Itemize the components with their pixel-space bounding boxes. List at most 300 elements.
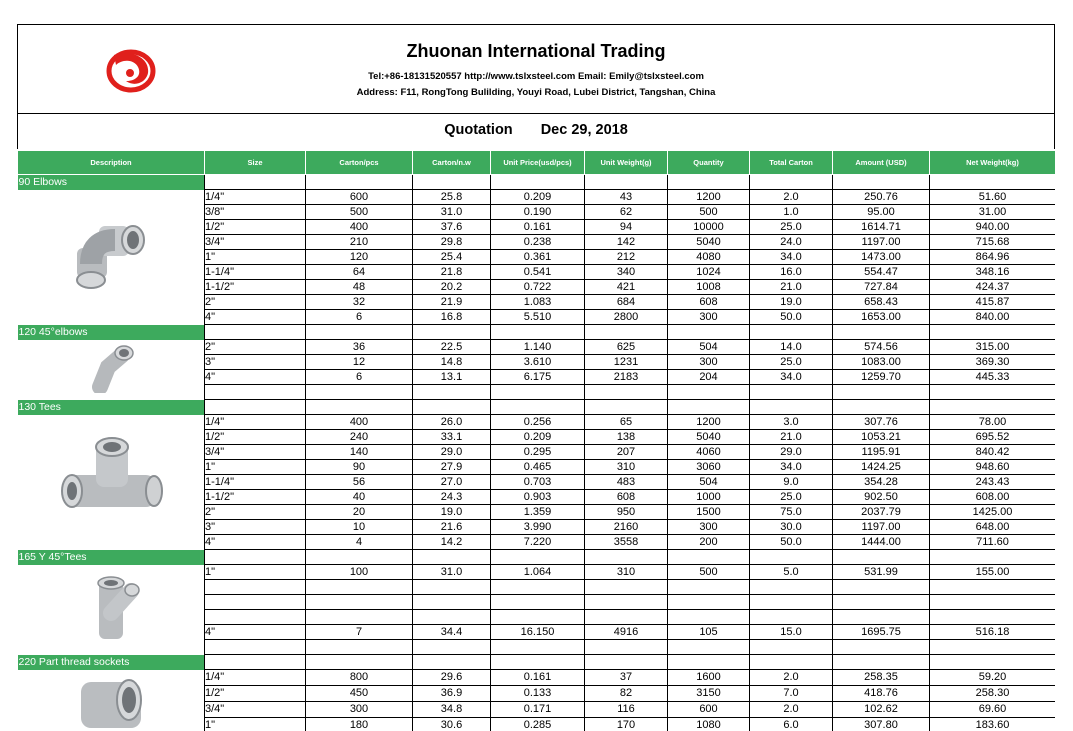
value-cell: 25.0 xyxy=(750,355,833,370)
value-cell: 2.0 xyxy=(750,190,833,205)
value-cell: 212 xyxy=(585,250,668,265)
value-cell: 0.171 xyxy=(491,702,585,718)
value-cell xyxy=(668,610,750,625)
value-cell: 3.990 xyxy=(491,520,585,535)
value-cell: 625 xyxy=(585,340,668,355)
empty-cell xyxy=(306,385,413,400)
column-header: Description xyxy=(18,151,205,175)
value-cell: 315.00 xyxy=(930,340,1056,355)
value-cell: 864.96 xyxy=(930,250,1056,265)
value-cell: 34.0 xyxy=(750,250,833,265)
value-cell: 21.6 xyxy=(413,520,491,535)
value-cell: 102.62 xyxy=(833,702,930,718)
value-cell: 0.541 xyxy=(491,265,585,280)
value-cell: 0.238 xyxy=(491,235,585,250)
value-cell xyxy=(585,595,668,610)
value-cell: 207 xyxy=(585,445,668,460)
empty-cell xyxy=(833,325,930,340)
value-cell: 183.60 xyxy=(930,718,1056,731)
table-header-row xyxy=(18,151,1056,175)
size-cell: 1/2" xyxy=(205,430,306,445)
size-cell: 4" xyxy=(205,535,306,550)
value-cell: 50.0 xyxy=(750,310,833,325)
value-cell: 840.00 xyxy=(930,310,1056,325)
size-cell: 4" xyxy=(205,310,306,325)
value-cell: 0.161 xyxy=(491,670,585,686)
value-cell: 340 xyxy=(585,265,668,280)
value-cell: 37 xyxy=(585,670,668,686)
value-cell: 82 xyxy=(585,686,668,702)
value-cell: 1083.00 xyxy=(833,355,930,370)
size-cell: 1" xyxy=(205,250,306,265)
value-cell: 25.8 xyxy=(413,190,491,205)
value-cell: 648.00 xyxy=(930,520,1056,535)
empty-cell xyxy=(585,175,668,190)
empty-cell xyxy=(585,640,668,655)
value-cell: 0.361 xyxy=(491,250,585,265)
value-cell: 258.35 xyxy=(833,670,930,686)
empty-cell xyxy=(585,655,668,670)
empty-cell xyxy=(930,655,1056,670)
empty-cell xyxy=(585,325,668,340)
value-cell xyxy=(750,610,833,625)
value-cell: 142 xyxy=(585,235,668,250)
value-cell xyxy=(491,580,585,595)
value-cell: 24.3 xyxy=(413,490,491,505)
company-contact: Tel:+86-18131520557 http://www.tslxsteel.com Email: Emily@tslxsteel.com xyxy=(368,71,704,82)
value-cell: 4060 xyxy=(668,445,750,460)
value-cell: 1653.00 xyxy=(833,310,930,325)
empty-cell xyxy=(750,400,833,415)
value-cell: 715.68 xyxy=(930,235,1056,250)
size-cell: 1" xyxy=(205,718,306,731)
empty-cell xyxy=(930,325,1056,340)
value-cell: 100 xyxy=(306,565,413,580)
value-cell: 21.0 xyxy=(750,280,833,295)
value-cell: 2160 xyxy=(585,520,668,535)
empty-cell xyxy=(668,400,750,415)
value-cell: 504 xyxy=(668,475,750,490)
value-cell: 950 xyxy=(585,505,668,520)
empty-cell xyxy=(833,385,930,400)
value-cell: 31.0 xyxy=(413,565,491,580)
empty-cell xyxy=(491,175,585,190)
value-cell: 1008 xyxy=(668,280,750,295)
empty-cell xyxy=(491,400,585,415)
value-cell xyxy=(413,610,491,625)
product-image xyxy=(18,415,205,550)
value-cell: 2.0 xyxy=(750,702,833,718)
value-cell: 21.9 xyxy=(413,295,491,310)
value-cell: 6 xyxy=(306,310,413,325)
value-cell: 64 xyxy=(306,265,413,280)
value-cell: 34.4 xyxy=(413,625,491,640)
value-cell: 5.510 xyxy=(491,310,585,325)
empty-cell xyxy=(205,385,306,400)
value-cell xyxy=(413,595,491,610)
value-cell: 33.1 xyxy=(413,430,491,445)
value-cell: 310 xyxy=(585,460,668,475)
value-cell: 0.722 xyxy=(491,280,585,295)
size-cell: 4" xyxy=(205,370,306,385)
empty-cell xyxy=(491,550,585,565)
value-cell: 1600 xyxy=(668,670,750,686)
value-cell: 300 xyxy=(306,702,413,718)
empty-cell xyxy=(750,175,833,190)
empty-cell xyxy=(750,385,833,400)
value-cell: 504 xyxy=(668,340,750,355)
value-cell: 608.00 xyxy=(930,490,1056,505)
empty-cell xyxy=(750,325,833,340)
quotation-table xyxy=(17,150,1055,731)
column-header: Unit Weight(g) xyxy=(585,151,668,175)
value-cell: 14.2 xyxy=(413,535,491,550)
value-cell: 2.0 xyxy=(750,670,833,686)
value-cell: 36 xyxy=(306,340,413,355)
value-cell: 4916 xyxy=(585,625,668,640)
empty-cell xyxy=(205,640,306,655)
company-name: Zhuonan International Trading xyxy=(406,41,666,61)
value-cell: 19.0 xyxy=(413,505,491,520)
value-cell: 1424.25 xyxy=(833,460,930,475)
value-cell: 5.0 xyxy=(750,565,833,580)
value-cell: 34.8 xyxy=(413,702,491,718)
empty-cell xyxy=(491,385,585,400)
value-cell: 12 xyxy=(306,355,413,370)
size-cell: 1/4" xyxy=(205,415,306,430)
value-cell: 20 xyxy=(306,505,413,520)
value-cell: 483 xyxy=(585,475,668,490)
column-header: Carton/pcs xyxy=(306,151,413,175)
value-cell: 608 xyxy=(585,490,668,505)
column-header: Total Carton xyxy=(750,151,833,175)
value-cell xyxy=(930,610,1056,625)
value-cell: 1197.00 xyxy=(833,520,930,535)
empty-cell xyxy=(668,640,750,655)
value-cell: 16.150 xyxy=(491,625,585,640)
value-cell: 1195.91 xyxy=(833,445,930,460)
size-cell: 2" xyxy=(205,340,306,355)
value-cell: 450 xyxy=(306,686,413,702)
product-image xyxy=(18,670,205,731)
value-cell: 1080 xyxy=(668,718,750,731)
value-cell: 1053.21 xyxy=(833,430,930,445)
value-cell: 10 xyxy=(306,520,413,535)
empty-cell xyxy=(833,655,930,670)
value-cell: 3.0 xyxy=(750,415,833,430)
value-cell: 56 xyxy=(306,475,413,490)
table-row xyxy=(18,670,1056,686)
value-cell: 69.60 xyxy=(930,702,1056,718)
empty-cell xyxy=(205,655,306,670)
size-cell: 1/2" xyxy=(205,686,306,702)
value-cell: 400 xyxy=(306,220,413,235)
value-cell: 310 xyxy=(585,565,668,580)
value-cell xyxy=(306,595,413,610)
category-row xyxy=(18,175,1056,190)
empty-cell xyxy=(413,175,491,190)
value-cell: 369.30 xyxy=(930,355,1056,370)
value-cell: 22.5 xyxy=(413,340,491,355)
45-elbow-fitting-icon xyxy=(86,343,136,397)
value-cell: 16.8 xyxy=(413,310,491,325)
value-cell: 13.1 xyxy=(413,370,491,385)
value-cell: 1200 xyxy=(668,190,750,205)
value-cell: 1473.00 xyxy=(833,250,930,265)
quotation-sheet xyxy=(17,24,1055,731)
y-tee-fitting-icon xyxy=(81,573,141,647)
value-cell: 140 xyxy=(306,445,413,460)
size-cell: 1/2" xyxy=(205,220,306,235)
size-cell xyxy=(205,580,306,595)
size-cell: 3" xyxy=(205,355,306,370)
value-cell: 3150 xyxy=(668,686,750,702)
size-cell: 3/4" xyxy=(205,235,306,250)
value-cell: 1444.00 xyxy=(833,535,930,550)
value-cell: 6.0 xyxy=(750,718,833,731)
empty-cell xyxy=(205,400,306,415)
value-cell: 0.209 xyxy=(491,430,585,445)
value-cell: 354.28 xyxy=(833,475,930,490)
value-cell: 30.0 xyxy=(750,520,833,535)
value-cell: 43 xyxy=(585,190,668,205)
category-name: 220 Part thread sockets xyxy=(18,655,205,670)
value-cell: 0.256 xyxy=(491,415,585,430)
value-cell xyxy=(491,595,585,610)
value-cell: 840.42 xyxy=(930,445,1056,460)
value-cell: 7.0 xyxy=(750,686,833,702)
value-cell: 800 xyxy=(306,670,413,686)
category-row xyxy=(18,655,1056,670)
value-cell: 0.285 xyxy=(491,718,585,731)
value-cell xyxy=(930,580,1056,595)
empty-cell xyxy=(668,550,750,565)
value-cell: 120 xyxy=(306,250,413,265)
value-cell: 19.0 xyxy=(750,295,833,310)
value-cell xyxy=(491,610,585,625)
value-cell: 516.18 xyxy=(930,625,1056,640)
value-cell: 1.0 xyxy=(750,205,833,220)
value-cell: 75.0 xyxy=(750,505,833,520)
value-cell xyxy=(750,595,833,610)
value-cell: 15.0 xyxy=(750,625,833,640)
value-cell: 62 xyxy=(585,205,668,220)
empty-cell xyxy=(668,325,750,340)
empty-cell xyxy=(585,400,668,415)
letterhead xyxy=(17,24,1055,114)
empty-cell xyxy=(833,550,930,565)
value-cell: 554.47 xyxy=(833,265,930,280)
size-cell: 3" xyxy=(205,520,306,535)
product-image xyxy=(18,190,205,325)
value-cell: 348.16 xyxy=(930,265,1056,280)
empty-cell xyxy=(668,175,750,190)
value-cell: 29.6 xyxy=(413,670,491,686)
size-cell: 2" xyxy=(205,295,306,310)
value-cell: 300 xyxy=(668,355,750,370)
value-cell: 400 xyxy=(306,415,413,430)
empty-cell xyxy=(413,325,491,340)
value-cell: 204 xyxy=(668,370,750,385)
category-row xyxy=(18,400,1056,415)
empty-cell xyxy=(750,655,833,670)
column-header: Size xyxy=(205,151,306,175)
empty-cell xyxy=(306,400,413,415)
value-cell: 30.6 xyxy=(413,718,491,731)
empty-cell xyxy=(750,550,833,565)
value-cell: 0.133 xyxy=(491,686,585,702)
value-cell: 0.703 xyxy=(491,475,585,490)
value-cell: 21.8 xyxy=(413,265,491,280)
size-cell: 1-1/2" xyxy=(205,490,306,505)
empty-cell xyxy=(585,385,668,400)
quotation-label: Quotation xyxy=(444,122,513,138)
value-cell: 105 xyxy=(668,625,750,640)
value-cell: 36.9 xyxy=(413,686,491,702)
value-cell: 78.00 xyxy=(930,415,1056,430)
value-cell: 684 xyxy=(585,295,668,310)
empty-cell xyxy=(585,550,668,565)
size-cell: 1" xyxy=(205,565,306,580)
value-cell: 32 xyxy=(306,295,413,310)
category-name: 120 45°elbows xyxy=(18,325,205,340)
value-cell: 243.43 xyxy=(930,475,1056,490)
value-cell: 6 xyxy=(306,370,413,385)
value-cell: 1000 xyxy=(668,490,750,505)
category-name: 130 Tees xyxy=(18,400,205,415)
value-cell: 14.0 xyxy=(750,340,833,355)
value-cell: 2800 xyxy=(585,310,668,325)
value-cell: 24.0 xyxy=(750,235,833,250)
size-cell: 1-1/4" xyxy=(205,265,306,280)
value-cell: 90 xyxy=(306,460,413,475)
column-header: Unit Price(usd/pcs) xyxy=(491,151,585,175)
value-cell: 7 xyxy=(306,625,413,640)
value-cell: 250.76 xyxy=(833,190,930,205)
value-cell: 1.064 xyxy=(491,565,585,580)
empty-cell xyxy=(205,550,306,565)
value-cell: 200 xyxy=(668,535,750,550)
value-cell: 25.0 xyxy=(750,220,833,235)
value-cell: 51.60 xyxy=(930,190,1056,205)
value-cell: 2037.79 xyxy=(833,505,930,520)
size-cell: 1/4" xyxy=(205,190,306,205)
value-cell xyxy=(306,580,413,595)
value-cell: 574.56 xyxy=(833,340,930,355)
empty-cell xyxy=(668,655,750,670)
size-cell: 2" xyxy=(205,505,306,520)
empty-cell xyxy=(833,400,930,415)
value-cell: 29.0 xyxy=(750,445,833,460)
value-cell: 16.0 xyxy=(750,265,833,280)
value-cell: 1200 xyxy=(668,415,750,430)
empty-cell xyxy=(930,385,1056,400)
empty-cell xyxy=(205,325,306,340)
value-cell: 29.0 xyxy=(413,445,491,460)
empty-cell xyxy=(306,655,413,670)
category-row xyxy=(18,550,1056,565)
size-cell: 3/4" xyxy=(205,445,306,460)
value-cell: 0.190 xyxy=(491,205,585,220)
value-cell: 658.43 xyxy=(833,295,930,310)
value-cell: 4 xyxy=(306,535,413,550)
empty-cell xyxy=(930,400,1056,415)
value-cell: 727.84 xyxy=(833,280,930,295)
value-cell xyxy=(930,595,1056,610)
value-cell xyxy=(585,610,668,625)
value-cell: 1259.70 xyxy=(833,370,930,385)
size-cell xyxy=(205,595,306,610)
value-cell: 180 xyxy=(306,718,413,731)
value-cell: 10000 xyxy=(668,220,750,235)
value-cell xyxy=(833,595,930,610)
value-cell: 94 xyxy=(585,220,668,235)
value-cell: 424.37 xyxy=(930,280,1056,295)
value-cell: 95.00 xyxy=(833,205,930,220)
size-cell: 1/4" xyxy=(205,670,306,686)
empty-cell xyxy=(306,325,413,340)
value-cell: 37.6 xyxy=(413,220,491,235)
value-cell: 1425.00 xyxy=(930,505,1056,520)
value-cell: 307.80 xyxy=(833,718,930,731)
table-row xyxy=(18,340,1056,355)
value-cell: 1.083 xyxy=(491,295,585,310)
value-cell: 3558 xyxy=(585,535,668,550)
value-cell: 31.0 xyxy=(413,205,491,220)
value-cell: 65 xyxy=(585,415,668,430)
value-cell: 421 xyxy=(585,280,668,295)
empty-cell xyxy=(668,385,750,400)
empty-cell xyxy=(930,550,1056,565)
table-row xyxy=(18,190,1056,205)
size-cell: 1-1/2" xyxy=(205,280,306,295)
value-cell: 48 xyxy=(306,280,413,295)
empty-cell xyxy=(306,640,413,655)
value-cell: 155.00 xyxy=(930,565,1056,580)
empty-cell xyxy=(306,175,413,190)
value-cell: 500 xyxy=(668,565,750,580)
value-cell: 300 xyxy=(668,310,750,325)
value-cell: 116 xyxy=(585,702,668,718)
value-cell: 445.33 xyxy=(930,370,1056,385)
value-cell: 1.140 xyxy=(491,340,585,355)
column-header: Amount (USD) xyxy=(833,151,930,175)
quotation-header xyxy=(17,113,1055,149)
empty-cell xyxy=(413,550,491,565)
table-row xyxy=(18,565,1056,580)
category-name: 165 Y 45°Tees xyxy=(18,550,205,565)
value-cell: 40 xyxy=(306,490,413,505)
value-cell: 695.52 xyxy=(930,430,1056,445)
value-cell: 27.0 xyxy=(413,475,491,490)
value-cell: 5040 xyxy=(668,235,750,250)
value-cell: 1614.71 xyxy=(833,220,930,235)
value-cell: 6.175 xyxy=(491,370,585,385)
value-cell xyxy=(585,580,668,595)
value-cell: 500 xyxy=(306,205,413,220)
column-header: Net Weight(kg) xyxy=(930,151,1056,175)
value-cell: 608 xyxy=(668,295,750,310)
value-cell: 1231 xyxy=(585,355,668,370)
empty-cell xyxy=(750,640,833,655)
value-cell: 50.0 xyxy=(750,535,833,550)
category-row xyxy=(18,325,1056,340)
size-cell xyxy=(205,610,306,625)
value-cell: 948.60 xyxy=(930,460,1056,475)
value-cell: 25.0 xyxy=(750,490,833,505)
value-cell: 0.209 xyxy=(491,190,585,205)
empty-cell xyxy=(306,550,413,565)
